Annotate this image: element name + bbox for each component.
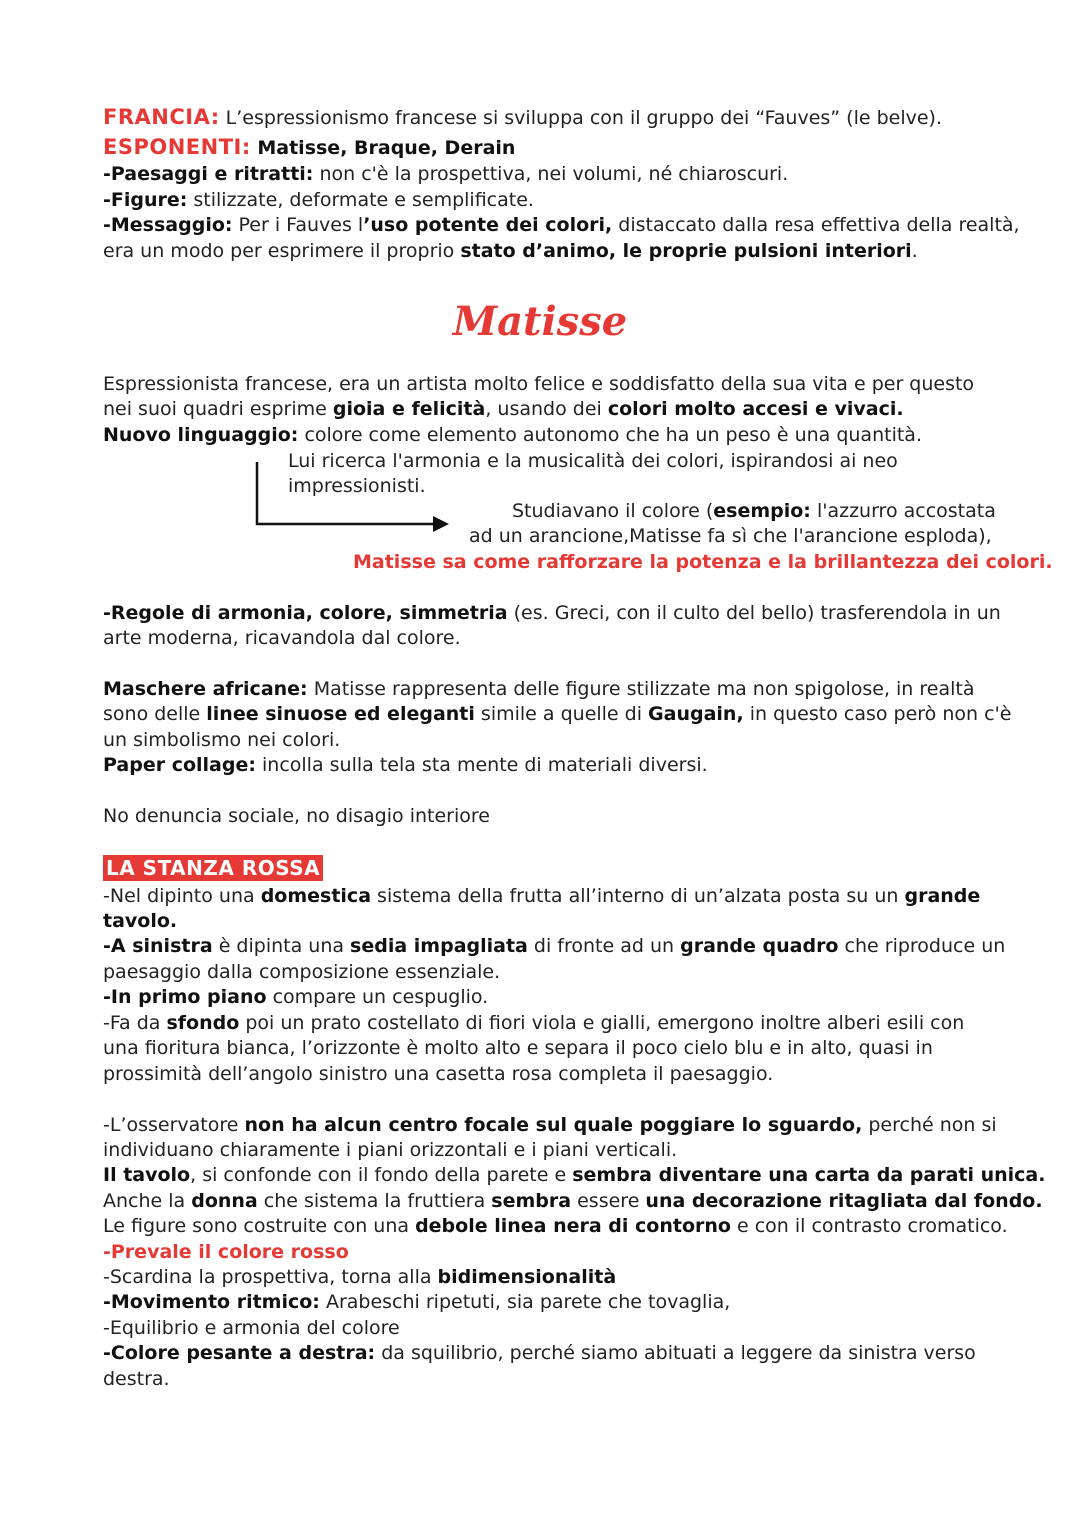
paragraph-line: Espressionista francese, era un artista molto felice e soddisfatto della sua vita e per questo xyxy=(103,373,975,395)
no-denuncia-line: No denuncia sociale, no disagio interiore xyxy=(103,805,490,827)
stanza-line: -Fa da sfondo poi un prato costellato di fiori viola e gialli, emergono inoltre alberi esili con xyxy=(103,1012,965,1034)
maschere-line: un simbolismo nei colori. xyxy=(103,729,341,751)
lui-line: Lui ricerca l'armonia e la musicalità dei colori, ispirandosi ai neo xyxy=(288,450,898,472)
maschere-line: Maschere africane: Matisse rappresenta delle figure stilizzate ma non spigolose, in realtà xyxy=(103,678,975,700)
stanza-line: -In primo piano compare un cespuglio. xyxy=(103,986,489,1008)
stanza-line: Anche la donna che sistema la fruttiera sembra essere una decorazione ritagliata dal fondo. xyxy=(103,1190,1043,1212)
nuovo-linguaggio-line: Nuovo linguaggio: colore come elemento autonomo che ha un peso è una quantità. xyxy=(103,424,922,446)
stanza-line: paesaggio dalla composizione essenziale. xyxy=(103,961,501,983)
maschere-line: sono delle linee sinuose ed eleganti simile a quelle di Gaugain, in questo caso però non c'è xyxy=(103,703,1012,725)
esponenti-label: ESPONENTI: xyxy=(103,135,251,159)
stanza-highlight-line: -Prevale il colore rosso xyxy=(103,1241,349,1263)
regole-line: -Regole di armonia, colore, simmetria (es. Greci, con il culto del bello) trasferendola in un xyxy=(103,602,1001,624)
figure-line: -Figure: stilizzate, deformate e semplificate. xyxy=(103,189,534,211)
highlight-line: Matisse sa come rafforzare la potenza e la brillantezza dei colori. xyxy=(353,551,1053,573)
stanza-line: individuano chiaramente i piani orizzontali e i piani verticali. xyxy=(103,1139,678,1161)
studiavano-line: Studiavano il colore (esempio: l'azzurro accostata xyxy=(512,500,996,522)
messaggio-line: -Messaggio: Per i Fauves l’uso potente dei colori, distaccato dalla resa effettiva della realtà, xyxy=(103,214,1020,236)
francia-label: FRANCIA: xyxy=(103,105,220,129)
stanza-line: -Nel dipinto una domestica sistema della frutta all’interno di un’alzata posta su un grande xyxy=(103,885,981,907)
paesaggi-line: -Paesaggi e ritratti: non c'è la prospettiva, nei volumi, né chiaroscuri. xyxy=(103,163,789,185)
stanza-line: Il tavolo, si confonde con il fondo della parete e sembra diventare una carta da parati unica. xyxy=(103,1164,1046,1186)
stanza-line: tavolo. xyxy=(103,910,178,932)
stanza-line: -A sinistra è dipinta una sedia impagliata di fronte ad un grande quadro che riproduce un xyxy=(103,935,1006,957)
esponenti-line: ESPONENTI: Matisse, Braque, Derain xyxy=(103,135,516,159)
stanza-line: -L’osservatore non ha alcun centro focale sul quale poggiare lo sguardo, perché non si xyxy=(103,1114,997,1136)
regole-line: arte moderna, ricavandola dal colore. xyxy=(103,627,461,649)
studiavano-line: ad un arancione,Matisse fa sì che l'arancione esploda), xyxy=(469,525,992,547)
stanza-line: una fioritura bianca, l’orizzonte è molto alto e separa il poco cielo blu e in alto, quasi in xyxy=(103,1037,933,1059)
page-title: Matisse xyxy=(452,298,628,345)
stanza-line: Le figure sono costruite con una debole linea nera di contorno e con il contrasto cromatico. xyxy=(103,1215,1008,1237)
francia-line: FRANCIA: L’espressionismo francese si sviluppa con il gruppo dei “Fauves” (le belve). xyxy=(103,105,943,129)
lui-line: impressionisti. xyxy=(288,475,426,497)
paper-collage-line: Paper collage: incolla sulla tela sta mente di materiali diversi. xyxy=(103,754,708,776)
stanza-line: -Equilibrio e armonia del colore xyxy=(103,1317,400,1339)
paragraph-line: nei suoi quadri esprime gioia e felicità, usando dei colori molto accesi e vivaci. xyxy=(103,398,904,420)
stanza-line: destra. xyxy=(103,1368,170,1390)
stanza-line: -Scardina la prospettiva, torna alla bidimensionalità xyxy=(103,1266,617,1288)
arrow-connector-icon xyxy=(255,462,455,534)
section-heading-badge: LA STANZA ROSSA xyxy=(103,855,323,881)
messaggio-line-2: era un modo per esprimere il proprio stato d’animo, le proprie pulsioni interiori. xyxy=(103,240,918,262)
stanza-line: prossimità dell’angolo sinistro una casetta rosa completa il paesaggio. xyxy=(103,1063,774,1085)
stanza-line: -Colore pesante a destra: da squilibrio, perché siamo abituati a leggere da sinistra verso xyxy=(103,1342,976,1364)
stanza-line: -Movimento ritmico: Arabeschi ripetuti, sia parete che tovaglia, xyxy=(103,1291,731,1313)
